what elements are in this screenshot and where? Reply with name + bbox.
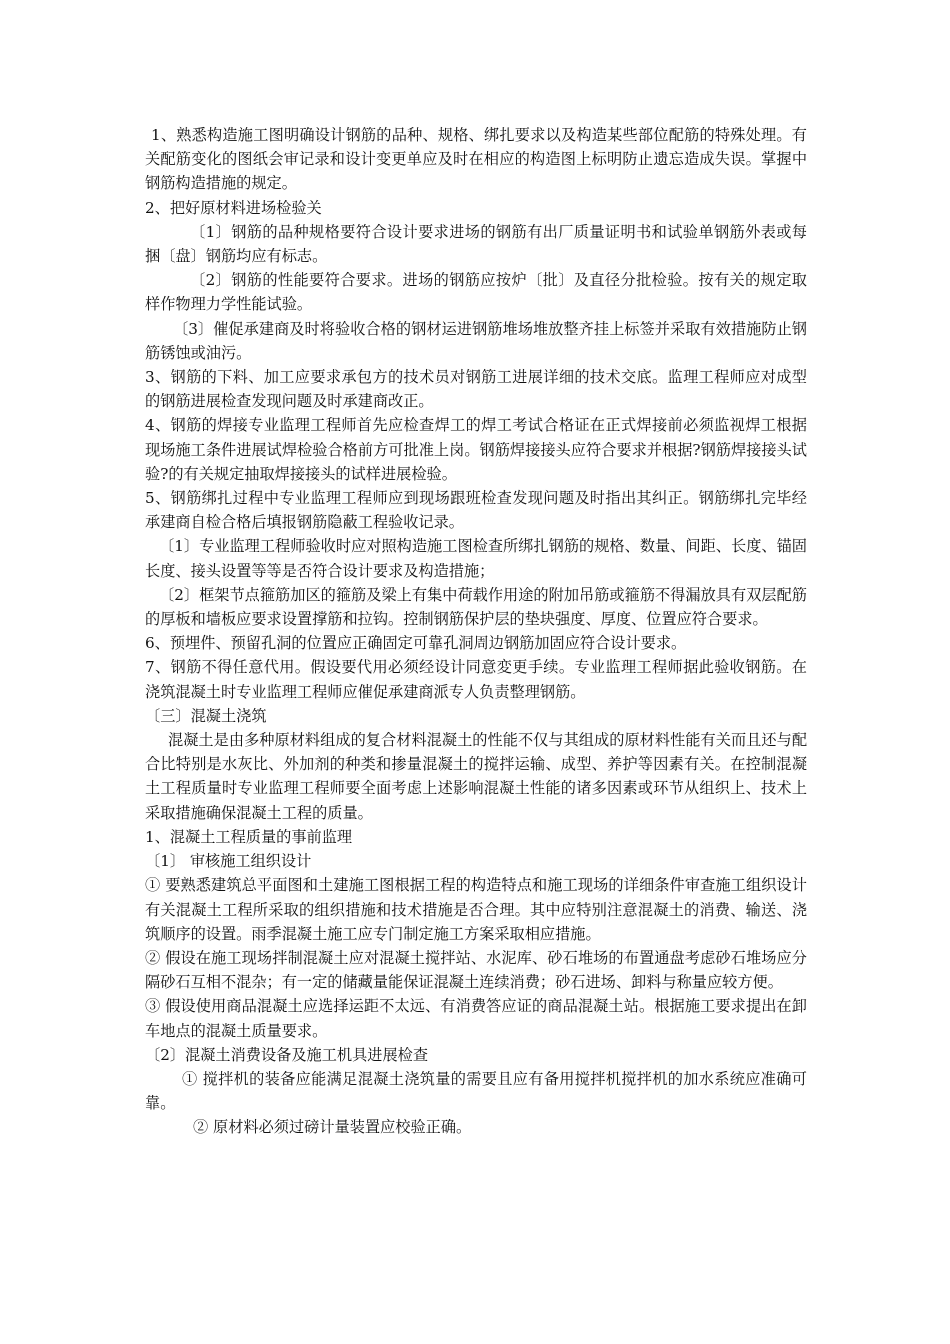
- paragraph: ② 假设在施工现场拌制混凝土应对混凝土搅拌站、水泥库、砂石堆场的布置通盘考虑砂石堆场应分隔砂石互相不混杂；有一定的储藏量能保证混凝土连续消费；砂石进场、卸料与称量应较方便。: [145, 948, 807, 992]
- paragraph: 7、钢筋不得任意代用。假设要代用必须经设计同意変更手续。专业监理工程师据此验收钢筋。在浇筑混凝土时专业监理工程师应催促承建商派专人负责整理钢筋。: [145, 658, 807, 701]
- paragraph: 4、钢筋的焊接专业监理工程师首先应检查焊工的焊工考试合格证在正式焊接前必须监视焊工根据现场施工条件进展试焊检验合格前方可批准上岗。钢筋焊接接头应符合要求并根据?钢筋焊接接头试验?的有关规定抽取焊接接头的试样进展检验。: [145, 416, 807, 483]
- paragraph: ① 搅拌机的装备应能满足混凝土浇筑量的需要且应有备用搅拌机搅拌机的加水系统应准确可靠。: [145, 1069, 807, 1113]
- paragraph: 1、熟悉构造施工图明确设计钢筋的品种、规格、绑扎要求以及构造某些部位配筋的特殊处理。有关配筋变化的图纸会审记录和设计变更单应及时在相应的构造图上标明防止遗忘造成失误。掌握中钢筋构造措施的规定。: [145, 126, 807, 193]
- paragraph: ③ 假设使用商品混凝土应选择运距不太远、有消费答应证的商品混凝土站。根据施工要求提出在卸车地点的混凝土质量要求。: [145, 997, 807, 1040]
- paragraph: 6、预埋件、预留孔洞的位置应正确固定可靠孔洞周边钢筋加固应符合设计要求。: [145, 634, 687, 653]
- section-heading: 〔三〕混凝土浇筑: [145, 706, 267, 725]
- section-heading: 1、混凝土工程质量的事前监理: [145, 827, 353, 846]
- paragraph: 〔2〕钢筋的性能要符合要求。进场的钢筋应按炉〔批〕及直径分批检验。按有关的规定取样作物理力学性能试验。: [145, 271, 807, 314]
- paragraph: ① 要熟悉建筑总平面图和土建施工图根据工程的构造特点和施工现场的详细条件审查施工组织设计有关混凝土工程所采取的组织措施和技术措施是否合理。其中应特别注意混凝土的消费、输送、浇筑顺序的设置。雨季混凝土施工应专门制定施工方案采取相应措施。: [145, 876, 807, 943]
- section-heading: 2、把好原材料进场检验关: [145, 198, 322, 217]
- section-heading: 〔2〕混凝土消费设备及施工机具进展检查: [145, 1045, 429, 1064]
- paragraph: 混凝土是由多种原材料组成的复合材料混凝土的性能不仅与其组成的原材料性能有关而且还与配合比特别是水灰比、外加剂的种类和掺量混凝土的搅拌运输、成型、养护等因素有关。在控制混凝土工程质量时专业监理工程师要全面考虑上述影响混凝土性能的诸多因素或环节从组织上、技术上采取措施确保混凝土工程的质量。: [145, 731, 807, 822]
- paragraph: 5、钢筋绑扎过程中专业监理工程师应到现场跟班检查发现问题及时指出其纠正。钢筋绑扎完毕经承建商自检合格后填报钢筋隐蔽工程验收记录。: [145, 489, 807, 532]
- paragraph: 〔1〕专业监理工程师验收时应对照构造施工图检查所绑扎钢筋的规格、数量、间距、长度、锚固长度、接头设置等等是否符合设计要求及构造措施；: [145, 537, 807, 580]
- paragraph: 3、钢筋的下料、加工应要求承包方的技术员对钢筋工进展详细的技术交底。监理工程师应对成型的钢筋进展检查发现问题及时承建商改正。: [145, 368, 807, 411]
- section-heading: 〔1〕 审核施工组织设计: [145, 852, 312, 871]
- paragraph: ② 原材料必须过磅计量装置应校验正确。: [193, 1118, 472, 1137]
- document-body: [145, 123, 807, 1140]
- paragraph: 〔3〕催促承建商及时将验收合格的钢材运进钢筋堆场堆放整齐挂上标签并采取有效措施防止钢筋锈蚀或油污。: [145, 319, 807, 362]
- paragraph: 〔2〕框架节点箍筋加区的箍筋及梁上有集中荷载作用途的附加吊筋或箍筋不得漏放具有双层配筋的厚板和墙板应要求设置撑筋和拉钩。控制钢筋保护层的垫块强度、厚度、位置应符合要求。: [145, 585, 807, 629]
- paragraph: 〔1〕钢筋的品种规格要符合设计要求进场的钢筋有出厂质量证明书和试验单钢筋外表或每捆〔盘〕钢筋均应有标志。: [145, 222, 807, 266]
